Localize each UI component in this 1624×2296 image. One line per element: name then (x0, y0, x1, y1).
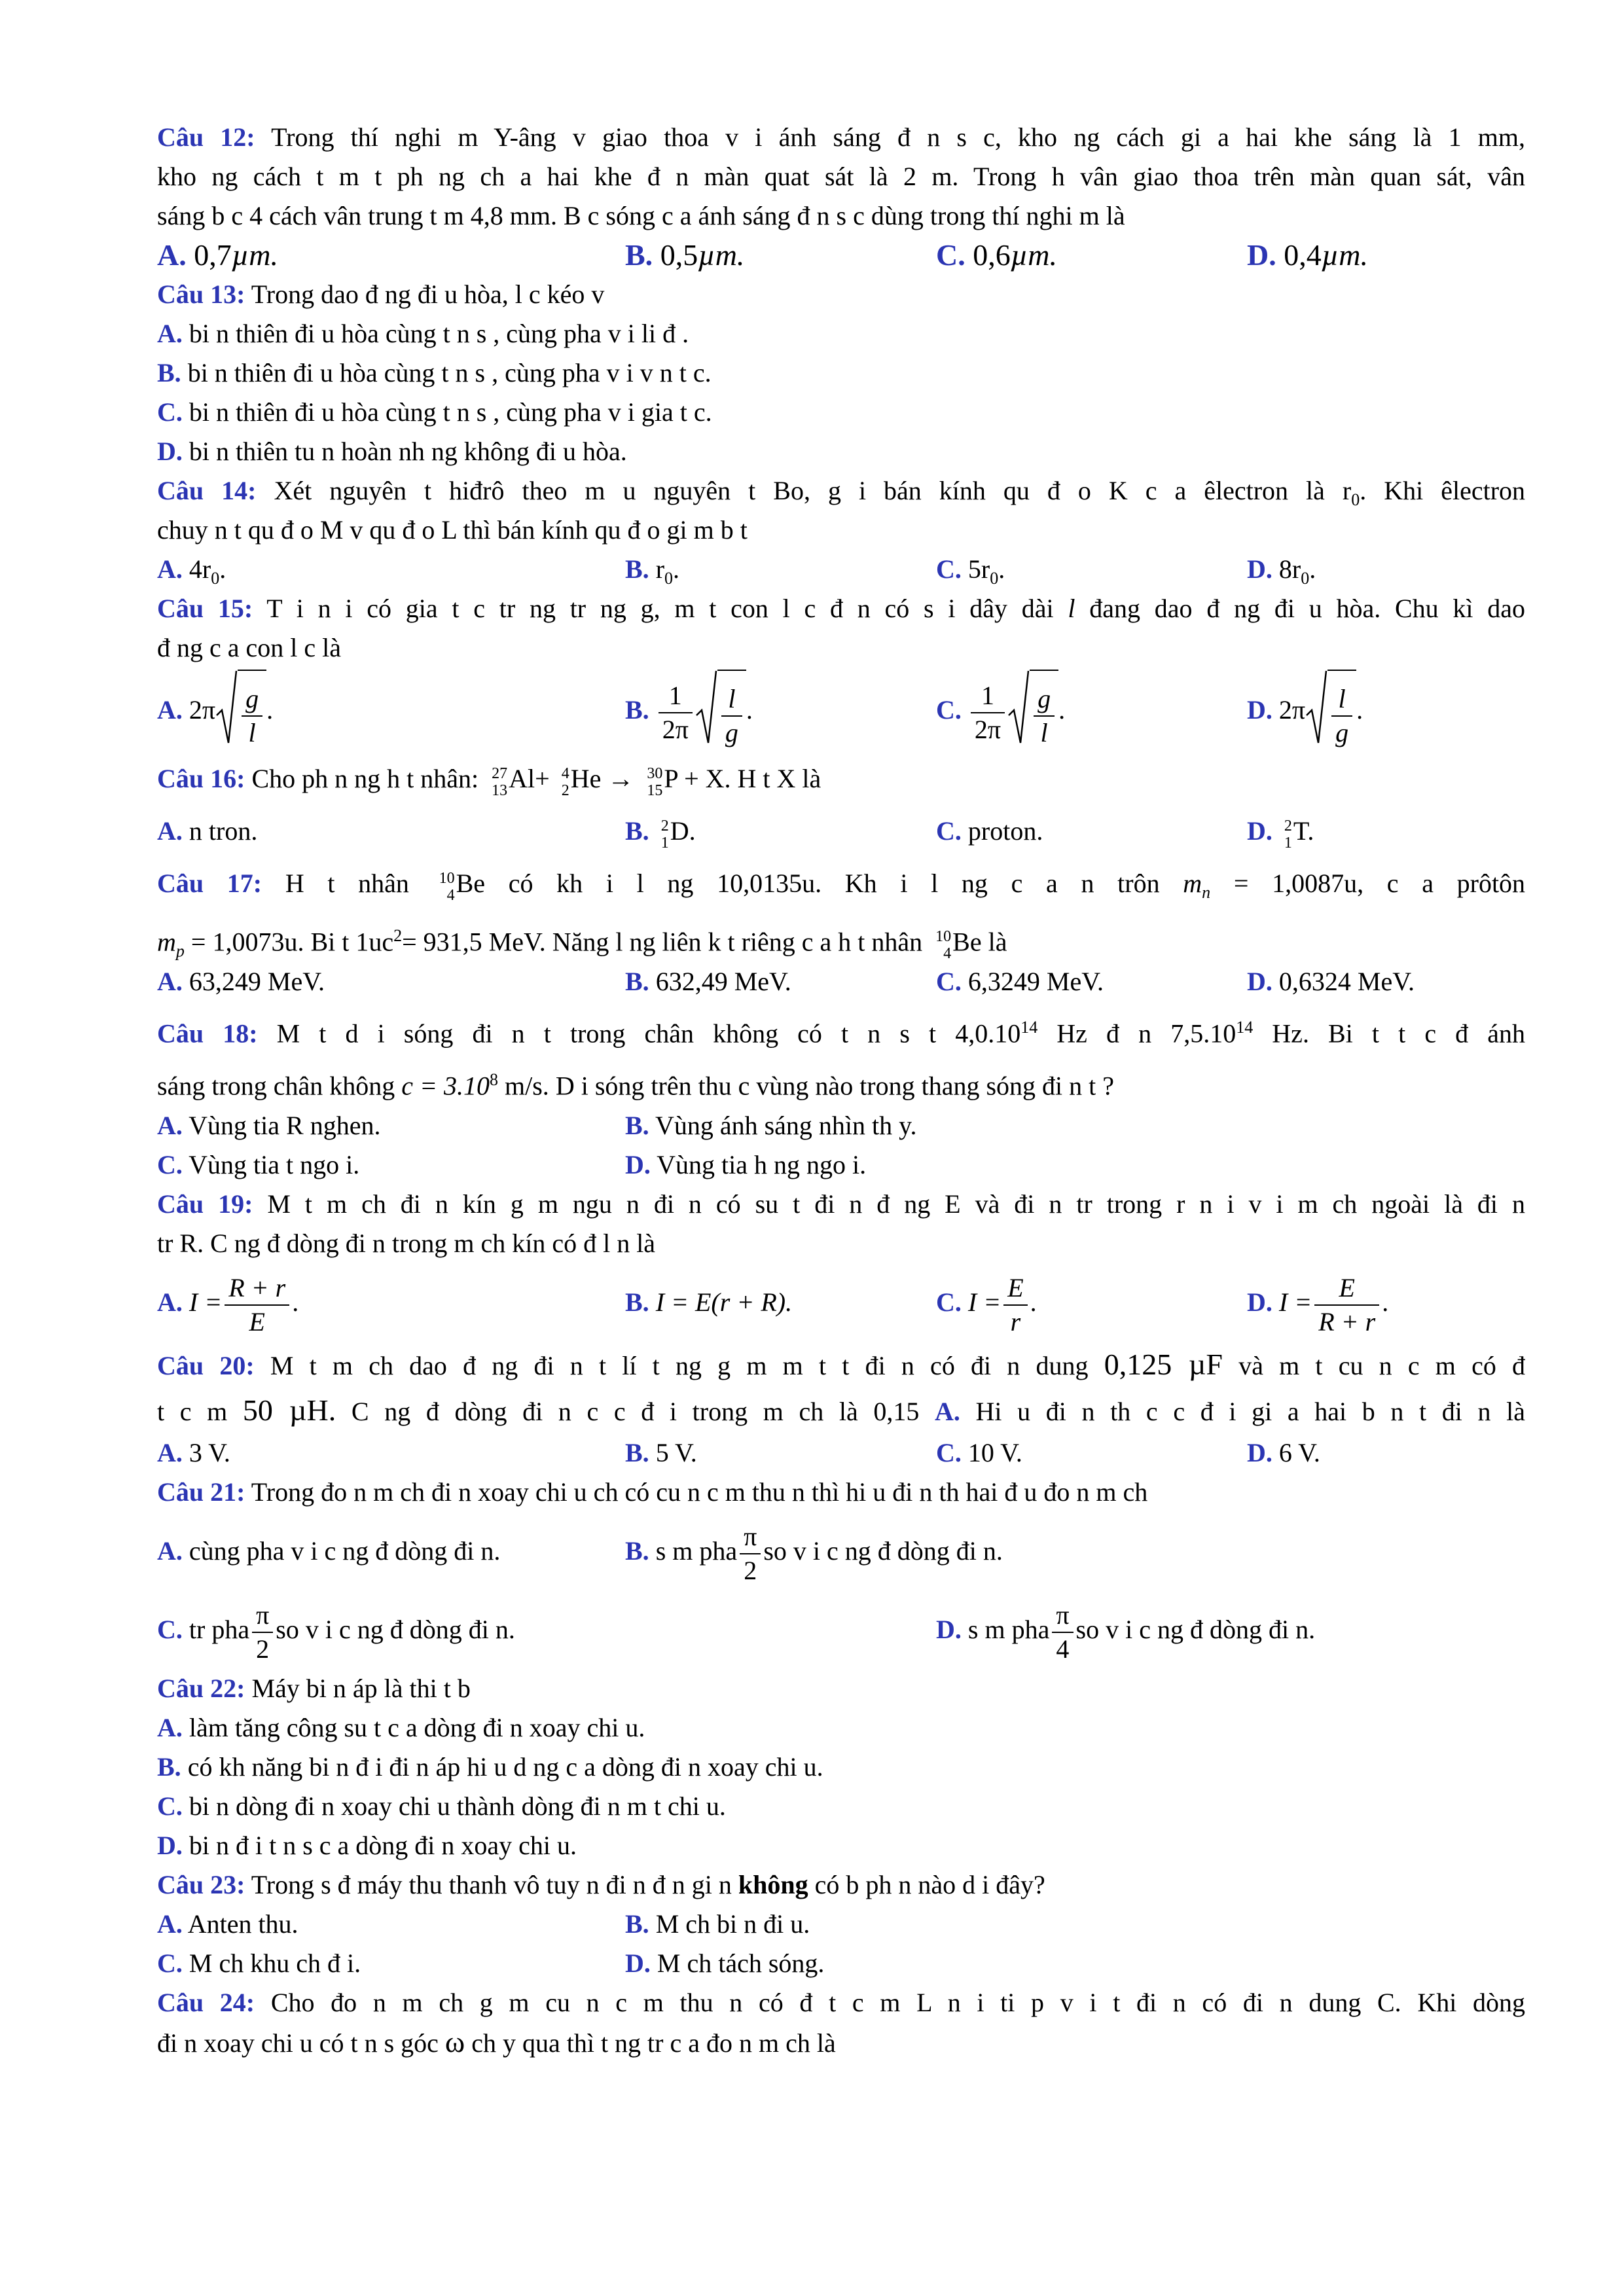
exam-page (157, 118, 1525, 2062)
q23-option-b[interactable]: B. M ch bi n đi u. (625, 1909, 810, 1939)
q18-line-1: Câu 18: M t d i sóng đi n t trong chân không có t n s t 4,0.10$^{14}$ Hz đ n 7,5.10$^{14}$ Hz. Bi t t c đ ánh (157, 1018, 1526, 1049)
sqrt-sign: $\frac{l}{g}$ (1305, 670, 1356, 756)
q12-line-3: sáng b c 4 cách vân trung t m 4,8 mm. B c sóng c a ánh sáng đ n s c dùng trong thí nghi m là (157, 201, 1125, 230)
q22-option-a[interactable]: A. làm tăng công su t c a dòng đi n xoay chi u. (157, 1713, 645, 1742)
q14-option-c[interactable]: C. $5r_0$. (936, 554, 1005, 588)
q14-option-a[interactable]: A. $4r_0$. (157, 554, 226, 588)
q17-option-b[interactable]: B. 632,49 MeV. (625, 967, 791, 996)
q20-line-1: Câu 20: M t m ch dao đ ng đi n t lí t ng g m m t t đi n có đi n dung 0,125 µF và m t cu n c m có đ (157, 1348, 1526, 1381)
q13-option-a[interactable]: A. bi n thiên đi u hòa cùng t n s , cùng pha v i li đ . (157, 319, 689, 348)
q18-option-b[interactable]: B. Vùng ánh sáng nhìn th y. (625, 1111, 917, 1140)
q12-options (157, 236, 1525, 275)
q16-stem: Câu 16: Cho ph n ng h t nhân: 27 13 Al+ 4 2 He → 30 15 P + X. H t X là (157, 764, 821, 799)
q17-option-d[interactable]: D. 0,6324 MeV. (1247, 967, 1415, 996)
q23-option-a[interactable]: A. Anten thu. (157, 1909, 298, 1939)
q23-options-row-2 (157, 1944, 1525, 1983)
q21-options-row-1 (157, 1512, 1525, 1590)
q15-line-2: đ ng c a con l c là (157, 633, 341, 662)
q12-line-2: kho ng cách t m t ph ng ch a hai khe đ n màn quat sát là 2 m. Trong h vân giao thoa trên màn quan sát, vân (157, 162, 1525, 191)
q16-option-b[interactable]: B. 2 1 D. (625, 816, 696, 852)
q21-option-c[interactable]: C. tr pha $\frac{\pi}{2}$ so v i c ng đ dòng đi n. (157, 1600, 515, 1664)
q14-option-d[interactable]: D. $8r_0$. (1247, 554, 1316, 588)
q22-option-b[interactable]: B. có kh năng bi n đ i đi n áp hi u d ng c a dòng đi n xoay chi u. (157, 1752, 823, 1782)
q22-stem: Câu 22: Máy bi n áp là thi t b (157, 1674, 471, 1703)
q20-option-d[interactable]: D. 6 V. (1247, 1438, 1320, 1467)
q20-options (157, 1433, 1525, 1473)
q15-line-1: Câu 15: T i n i có gia t c tr ng tr ng g, m t con l c đ n có s i dây dài l đang dao đ ng đi u hòa. Chu kì dao (157, 594, 1526, 623)
q14-line-1: Câu 14: Xét nguyên t hiđrô theo m u nguyên t Bo, g i bán kính qu đ o K c a êlectron là $r_0$. Khi êlectron (157, 476, 1526, 509)
q24-line-1: Câu 24: Cho đo n m ch g m cu n c m thu n có đ t c m L n i ti p v i t đi n có đi n dung C. Khi dòng (157, 1988, 1526, 2017)
q21-stem: Câu 21: Trong đo n m ch đi n xoay chi u ch có cu n c m thu n thì hi u đi n th hai đ u đo n m ch (157, 1477, 1148, 1507)
q15-option-c[interactable]: C. $\frac{1}{2\pi}$ $\frac{g}{l}$ . (936, 668, 1065, 756)
q12-option-d[interactable]: D. 0,4µm. (1247, 238, 1368, 272)
q15-option-b[interactable]: B. $\frac{1}{2\pi}$ $\frac{l}{g}$ . (625, 668, 753, 756)
sqrt-sign: $\frac{g}{l}$ (1007, 670, 1058, 756)
q21-options-row-2 (157, 1590, 1525, 1669)
q23-options-row-1 (157, 1905, 1525, 1944)
q23-stem: Câu 23: Trong s đ máy thu thanh vô tuy n đi n đ n gi n không có b ph n nào d i đây? (157, 1870, 1045, 1899)
q21-option-b[interactable]: B. s m pha $\frac{\pi}{2}$ so v i c ng đ dòng đi n. (625, 1521, 1003, 1585)
q19-option-b[interactable]: B. I = E(r + R). (625, 1287, 793, 1317)
q20-option-c[interactable]: C. 10 V. (936, 1438, 1022, 1467)
q19-option-a[interactable]: A. I = $\frac{R + r}{E}$ . (157, 1272, 299, 1336)
q18-options-row-1 (157, 1106, 1525, 1145)
q16-option-d[interactable]: D. 2 1 T. (1247, 816, 1314, 852)
q16-options (157, 805, 1525, 857)
q17-options (157, 962, 1525, 1001)
q22-option-d[interactable]: D. bi n đ i t n s c a dòng đi n xoay chi u. (157, 1831, 577, 1860)
q20-option-b[interactable]: B. 5 V. (625, 1438, 697, 1467)
q18-option-a[interactable]: A. Vùng tia R nghen. (157, 1111, 381, 1140)
q17-line-2: $m_p = 1,0073u$. Bi t $1uc^2= 931,5$ MeV. Năng l ng liên k t riêng c a h t nhân 10 4 Be là (157, 926, 1007, 963)
q22-option-c[interactable]: C. bi n dòng đi n xoay chi u thành dòng đi n m t chi u. (157, 1791, 726, 1821)
q19-line-1: Câu 19: M t m ch đi n kín g m ngu n đi n có su t đi n đ ng E và đi n tr trong r n i v i m ch ngoài là đi n (157, 1189, 1526, 1219)
q15-option-a[interactable]: A. 2π $\frac{g}{l}$ . (157, 668, 273, 756)
q23-option-c[interactable]: C. M ch khu ch đ i. (157, 1948, 361, 1978)
q18-option-c[interactable]: C. Vùng tia t ngo i. (157, 1150, 360, 1179)
q23-option-d[interactable]: D. M ch tách sóng. (625, 1948, 825, 1978)
q18-line-2: sáng trong chân không $c = 3.10^8$ m/s. D i sóng trên thu c vùng nào trong thang sóng đi n t ? (157, 1070, 1115, 1101)
q15-options (157, 668, 1525, 753)
sqrt-sign: $\frac{l}{g}$ (695, 670, 746, 756)
q21-option-a[interactable]: A. cùng pha v i c ng đ dòng đi n. (157, 1536, 501, 1566)
q12-option-a[interactable]: A. 0,7µm. (157, 238, 278, 272)
q20-option-a[interactable]: A. 3 V. (157, 1438, 230, 1467)
q14-line-2: chuy n t qu đ o M v qu đ o L thì bán kính qu đ o gi m b t (157, 515, 748, 545)
q14-option-b[interactable]: B. $r_0$. (625, 554, 680, 588)
q20-line-2: t c m 50 µH. C ng đ dòng đi n c c đ i trong m ch là 0,15 A. Hi u đi n th c c đ i gi a hai b n t đi n là (157, 1393, 1525, 1427)
q13-option-c[interactable]: C. bi n thiên đi u hòa cùng t n s , cùng pha v i gia t c. (157, 397, 712, 427)
q16-option-c[interactable]: C. proton. (936, 816, 1043, 846)
q15-option-d[interactable]: D. 2π $\frac{l}{g}$ . (1247, 668, 1363, 756)
q19-line-2: tr R. C ng đ dòng đi n trong m ch kín có đ l n là (157, 1229, 656, 1258)
q19-option-d[interactable]: D. I = $\frac{E}{R + r}$ . (1247, 1272, 1389, 1336)
q13-option-b[interactable]: B. bi n thiên đi u hòa cùng t n s , cùng pha v i v n t c. (157, 358, 712, 387)
q16-option-a[interactable]: A. n tron. (157, 816, 258, 846)
q14-options (157, 550, 1525, 589)
q12-option-b[interactable]: B. 0,5µm. (625, 238, 745, 272)
q13-stem: Câu 13: Trong dao đ ng đi u hòa, l c kéo v (157, 279, 605, 309)
q19-options (157, 1263, 1525, 1342)
q19-option-c[interactable]: C. I = $\frac{E}{r}$ . (936, 1272, 1037, 1336)
q12-option-c[interactable]: C. 0,6µm. (936, 238, 1057, 272)
q24-line-2: đi n xoay chi u có t n s góc ω ch y qua thì t ng tr c a đo n m ch là (157, 2025, 836, 2058)
q17-option-a[interactable]: A. 63,249 MeV. (157, 967, 325, 996)
q17-line-1: Câu 17: H t nhân 10 4 Be có kh i l ng 10,0135u. Kh i l ng c a n trôn $m_n = 1,0087u$, c a prôtôn (157, 869, 1526, 904)
q13-option-d[interactable]: D. bi n thiên tu n hoàn nh ng không đi u hòa. (157, 437, 627, 466)
q12-line-1: Câu 12: Trong thí nghi m Y-âng v giao thoa v i ánh sáng đ n s c, kho ng cách gi a hai khe sáng là 1 mm, (157, 122, 1526, 152)
q21-option-d[interactable]: D. s m pha $\frac{\pi}{4}$ so v i c ng đ dòng đi n. (936, 1600, 1316, 1664)
q17-option-c[interactable]: C. 6,3249 MeV. (936, 967, 1104, 996)
q18-options-row-2 (157, 1145, 1525, 1185)
sqrt-sign: $\frac{g}{l}$ (215, 670, 266, 756)
q18-option-d[interactable]: D. Vùng tia h ng ngo i. (625, 1150, 867, 1179)
